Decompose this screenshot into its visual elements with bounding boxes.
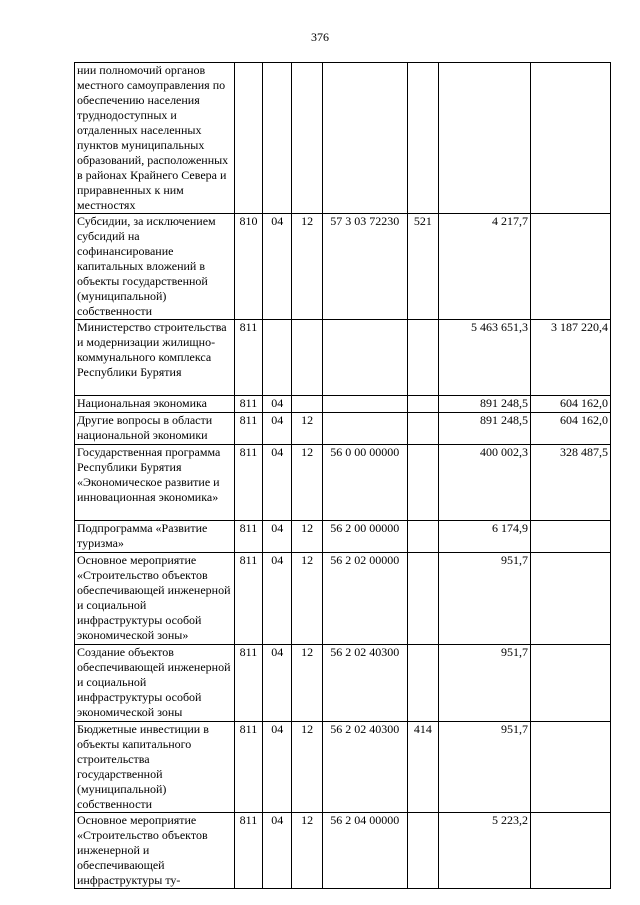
target-article-cell — [322, 63, 407, 214]
sum-second-cell — [531, 813, 611, 889]
subsection-code-cell: 12 — [292, 645, 322, 722]
table-row — [75, 445, 611, 521]
section-code-cell — [263, 63, 292, 214]
section-code-cell: 04 — [263, 445, 292, 521]
target-article-cell — [322, 413, 407, 445]
subsection-code-cell: 12 — [292, 445, 322, 521]
expense-type-cell — [407, 521, 438, 553]
section-code-cell: 04 — [263, 553, 292, 645]
target-article-cell: 56 2 00 00000 — [322, 521, 407, 553]
ministry-code-cell: 811 — [234, 521, 262, 553]
sum-second-cell: 604 162,0 — [531, 396, 611, 413]
sum-second-cell — [531, 63, 611, 214]
sum-second-cell: 604 162,0 — [531, 413, 611, 445]
row-name-cell: Создание объектов обеспечивающей инженерной и социальной инфраструктуры особой экономической зоны — [75, 645, 235, 722]
subsection-code-cell: 12 — [292, 553, 322, 645]
section-code-cell: 04 — [263, 521, 292, 553]
row-name-cell: Другие вопросы в области национальной экономики — [75, 413, 235, 445]
row-name-cell: нии полномочий органов местного самоуправления по обеспечению населения труднодоступных и отдаленных населенных пунктов муниципальных образований, расположенных в районах Крайнего Севера и приравненных к ним местностях — [75, 63, 235, 214]
table-row — [75, 413, 611, 445]
section-code-cell: 04 — [263, 722, 292, 813]
sum-second-cell: 328 487,5 — [531, 445, 611, 521]
expense-type-cell — [407, 413, 438, 445]
budget-table — [74, 62, 611, 889]
sum-first-cell — [439, 63, 531, 214]
expense-type-cell: 414 — [407, 722, 438, 813]
row-name-cell: Подпрограмма «Развитие туризма» — [75, 521, 235, 553]
expense-type-cell — [407, 553, 438, 645]
expense-type-cell — [407, 813, 438, 889]
section-code-cell: 04 — [263, 214, 292, 320]
target-article-cell: 56 2 04 00000 — [322, 813, 407, 889]
subsection-code-cell — [292, 320, 322, 396]
table-row — [75, 63, 611, 214]
ministry-code-cell: 811 — [234, 413, 262, 445]
sum-first-cell: 951,7 — [439, 722, 531, 813]
target-article-cell: 57 3 03 72230 — [322, 214, 407, 320]
table-row — [75, 521, 611, 553]
expense-type-cell — [407, 396, 438, 413]
subsection-code-cell: 12 — [292, 413, 322, 445]
row-name-cell: Основное мероприятие «Строительство объектов обеспечивающей инженерной и социальной инфраструктуры особой экономической зоны» — [75, 553, 235, 645]
ministry-code-cell: 811 — [234, 320, 262, 396]
sum-second-cell — [531, 645, 611, 722]
table-row — [75, 553, 611, 645]
subsection-code-cell — [292, 63, 322, 214]
ministry-code-cell: 811 — [234, 645, 262, 722]
target-article-cell: 56 2 02 40300 — [322, 722, 407, 813]
ministry-code-cell: 811 — [234, 396, 262, 413]
subsection-code-cell: 12 — [292, 722, 322, 813]
row-name-cell: Министерство строительства и модернизации жилищно-коммунального комплекса Республики Бурятия — [75, 320, 235, 396]
target-article-cell: 56 2 02 40300 — [322, 645, 407, 722]
sum-first-cell: 5 463 651,3 — [439, 320, 531, 396]
sum-second-cell — [531, 214, 611, 320]
subsection-code-cell — [292, 396, 322, 413]
ministry-code-cell: 811 — [234, 553, 262, 645]
sum-first-cell: 6 174,9 — [439, 521, 531, 553]
sum-second-cell — [531, 553, 611, 645]
target-article-cell: 56 2 02 00000 — [322, 553, 407, 645]
sum-first-cell: 951,7 — [439, 553, 531, 645]
table-row — [75, 320, 611, 396]
row-name-cell: Субсидии, за исключением субсидий на софинансирование капитальных вложений в объекты государственной (муниципальной) собственности — [75, 214, 235, 320]
section-code-cell: 04 — [263, 813, 292, 889]
sum-first-cell: 400 002,3 — [439, 445, 531, 521]
row-name-cell: Бюджетные инвестиции в объекты капитального строительства государственной (муниципальной) собственности — [75, 722, 235, 813]
ministry-code-cell: 811 — [234, 722, 262, 813]
row-name-cell: Национальная экономика — [75, 396, 235, 413]
expense-type-cell — [407, 645, 438, 722]
table-row — [75, 645, 611, 722]
expense-type-cell — [407, 445, 438, 521]
subsection-code-cell: 12 — [292, 521, 322, 553]
target-article-cell — [322, 396, 407, 413]
section-code-cell: 04 — [263, 413, 292, 445]
table-row — [75, 722, 611, 813]
ministry-code-cell: 810 — [234, 214, 262, 320]
expense-type-cell — [407, 320, 438, 396]
row-name-cell: Государственная программа Республики Бурятия «Экономическое развитие и инновационная экономика» — [75, 445, 235, 521]
sum-second-cell: 3 187 220,4 — [531, 320, 611, 396]
section-code-cell: 04 — [263, 645, 292, 722]
expense-type-cell — [407, 63, 438, 214]
section-code-cell — [263, 320, 292, 396]
ministry-code-cell: 811 — [234, 445, 262, 521]
sum-second-cell — [531, 722, 611, 813]
ministry-code-cell: 811 — [234, 813, 262, 889]
ministry-code-cell — [234, 63, 262, 214]
table-row — [75, 813, 611, 889]
page-number: 376 — [311, 30, 329, 44]
sum-first-cell: 4 217,7 — [439, 214, 531, 320]
expense-type-cell: 521 — [407, 214, 438, 320]
target-article-cell: 56 0 00 00000 — [322, 445, 407, 521]
row-name-cell: Основное мероприятие «Строительство объектов инженерной и обеспечивающей инфраструктуры ту- — [75, 813, 235, 889]
table-row — [75, 214, 611, 320]
subsection-code-cell: 12 — [292, 214, 322, 320]
sum-first-cell: 951,7 — [439, 645, 531, 722]
sum-first-cell: 891 248,5 — [439, 396, 531, 413]
sum-first-cell: 5 223,2 — [439, 813, 531, 889]
sum-second-cell — [531, 521, 611, 553]
target-article-cell — [322, 320, 407, 396]
subsection-code-cell: 12 — [292, 813, 322, 889]
section-code-cell: 04 — [263, 396, 292, 413]
table-row — [75, 396, 611, 413]
sum-first-cell: 891 248,5 — [439, 413, 531, 445]
